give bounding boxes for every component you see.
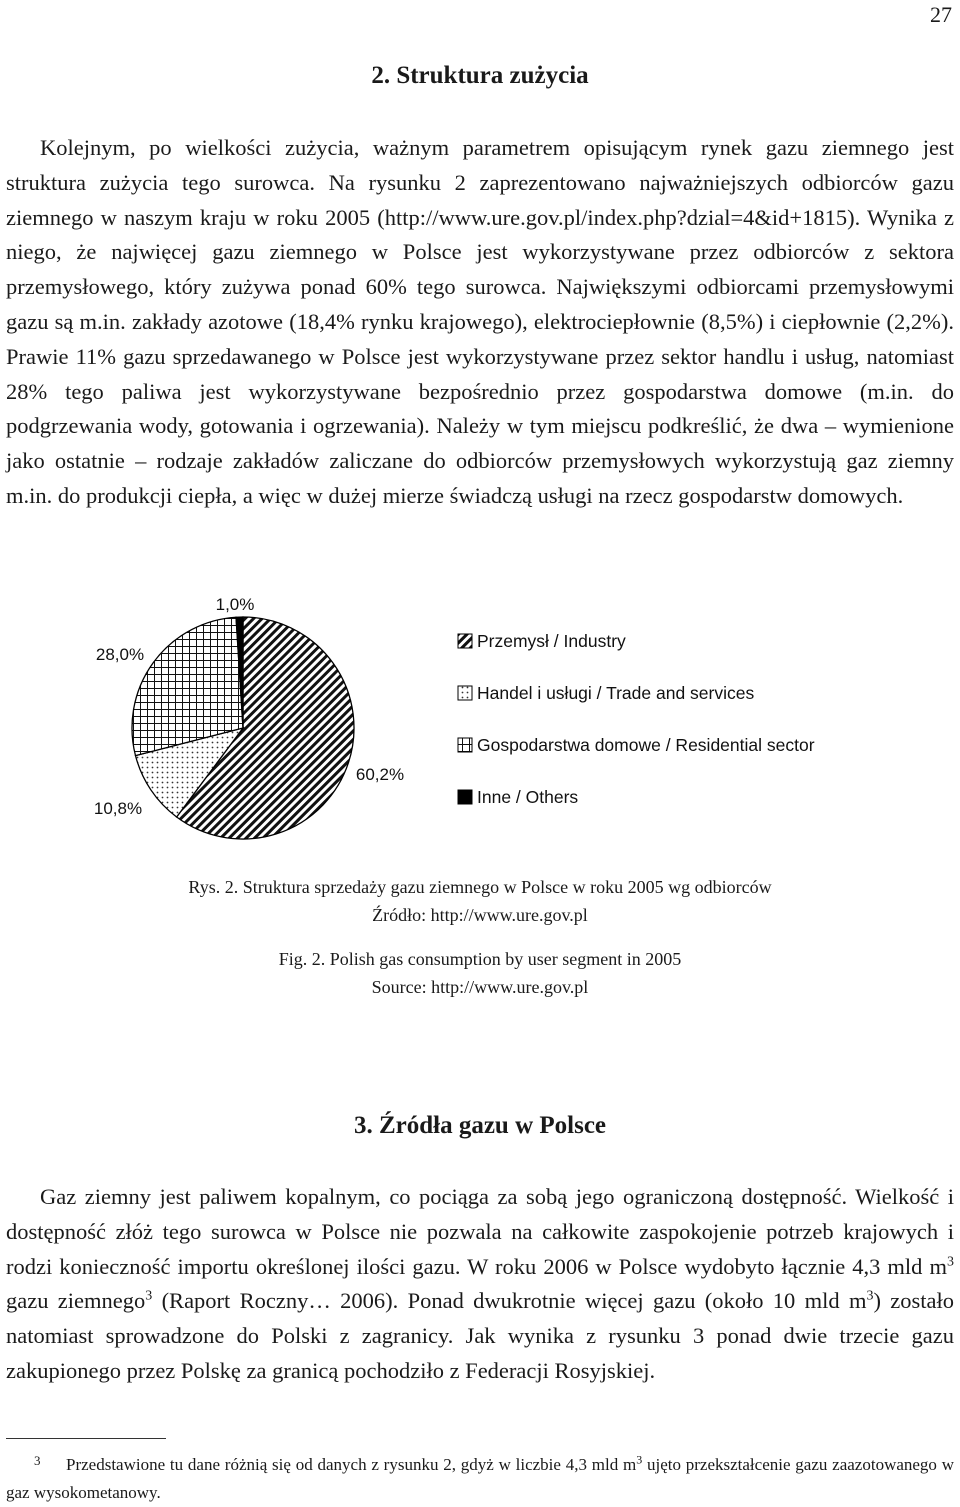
figure-source-en: Source: http://www.ure.gov.pl bbox=[371, 977, 589, 997]
label-industry: 60,2% bbox=[355, 765, 405, 784]
legend-item-industry: Przemysł / Industry bbox=[477, 631, 626, 651]
figure-caption-en: Fig. 2. Polish gas consumption by user segment in 2005 bbox=[278, 949, 682, 969]
section-3-paragraph bbox=[6, 1180, 954, 1389]
page-number: 27 bbox=[930, 2, 952, 27]
label-others: 1,0% bbox=[215, 595, 255, 614]
section-3-text-1: Gaz ziemny jest paliwem kopalnym, co pociąga za sobą jego ograniczoną dostępność. Wielkość i dostępność złóż tego surowca w Polsce nie pozwala na całkowite zaspokojenie potrzeb krajowych i rodzi konieczność importu określonej ilości gazu. W roku 2006 w Polsce wydobyto łącznie 4,3 mld m bbox=[6, 1184, 954, 1279]
pie-chart bbox=[0, 590, 960, 840]
footnote-text-2: ujęto przekształcenie gazu zaazotowanego w gaz wysokometanowy. bbox=[6, 1455, 954, 1502]
footnote-text-1: Przedstawione tu dane różnią się od danych z rysunku 2, gdyż w liczbie 4,3 mld m bbox=[66, 1455, 637, 1474]
footnote-superscript: 3 bbox=[636, 1452, 643, 1467]
footnote-mark: 3 bbox=[34, 1453, 41, 1468]
figure-caption-pl: Rys. 2. Struktura sprzedaży gazu ziemnego w Polsce w roku 2005 wg odbiorców bbox=[188, 877, 772, 897]
superscript-3: 3 bbox=[866, 1288, 874, 1304]
legend-item-residential-swatch bbox=[458, 738, 472, 752]
legend-item-others-swatch bbox=[458, 790, 472, 804]
label-residential: 28,0% bbox=[95, 645, 145, 664]
footnote-divider bbox=[6, 1438, 166, 1439]
superscript-1: 3 bbox=[947, 1254, 954, 1270]
figure-source-pl: Źródło: http://www.ure.gov.pl bbox=[372, 905, 588, 925]
footnote-reference[interactable]: 3 bbox=[145, 1288, 153, 1304]
section-2-paragraph: Kolejnym, po wielkości zużycia, ważnym parametrem opisującym rynek gazu ziemnego jest struktura zużycia tego surowca. Na rysunku 2 zaprezentowano najważniejszych odbiorców gazu ziemnego w naszym kraju w roku 2005 (http://www.ure.gov.pl/index.php?dzial=4&id+1815). Wynika z niego, że najwięcej gazu ziemnego w Polsce jest wykorzystywane przez odbiorców z sektora przemysłowego, który zużywa ponad 60% tego surowca. Największymi odbiorcami przemysłowymi gazu są m.in. zakłady azotowe (18,4% rynku krajowego), elektrociepłownie (8,5%) i ciepłownie (2,2%). Prawie 11% gazu sprzedawanego w Polsce jest wykorzystywane przez sektor handlu i usług, natomiast 28% tego paliwa jest wykorzystywane bezpośrednio przez gospodarstwa domowe (m.in. do podgrzewania wody, gotowania i ogrzewania). Należy w tym miejscu podkreślić, że dwa – wymienione jako ostatnie – rodzaje zakładów zaliczane do odbiorców przemysłowych wykorzystują gaz ziemny m.in. do produkcji ciepła, a więc w dużej mierze świadczą usługi na rzecz gospodarstw domowych. bbox=[6, 135, 954, 508]
section-3-text-3: (Raport Roczny… 2006). Ponad dwukrotnie więcej gazu (około 10 mld m bbox=[152, 1288, 867, 1314]
section-2-heading: 2. Struktura zużycia bbox=[371, 62, 589, 89]
footnote bbox=[6, 1447, 954, 1507]
legend-item-trade-services: Handel i usługi / Trade and services bbox=[477, 683, 755, 703]
section-3-text-4: ) zostało natomiast sprowadzone do Polski z zagranicy. Jak wynika z rysunku 3 ponad dwie trzecie gazu zakupionego przez Polskę za granicą pochodziło z Federacji Rosyjskiej. bbox=[6, 1288, 954, 1383]
legend-item-others: Inne / Others bbox=[477, 787, 579, 807]
legend-item-trade-services-swatch bbox=[458, 686, 472, 700]
label-trade-services: 10,8% bbox=[93, 799, 143, 818]
legend-item-industry-swatch bbox=[458, 634, 472, 648]
section-3-heading: 3. Źródła gazu w Polsce bbox=[353, 1112, 607, 1139]
section-3-text-2: gazu ziemnego bbox=[6, 1288, 146, 1314]
legend-item-residential: Gospodarstwa domowe / Residential sector bbox=[477, 735, 815, 755]
